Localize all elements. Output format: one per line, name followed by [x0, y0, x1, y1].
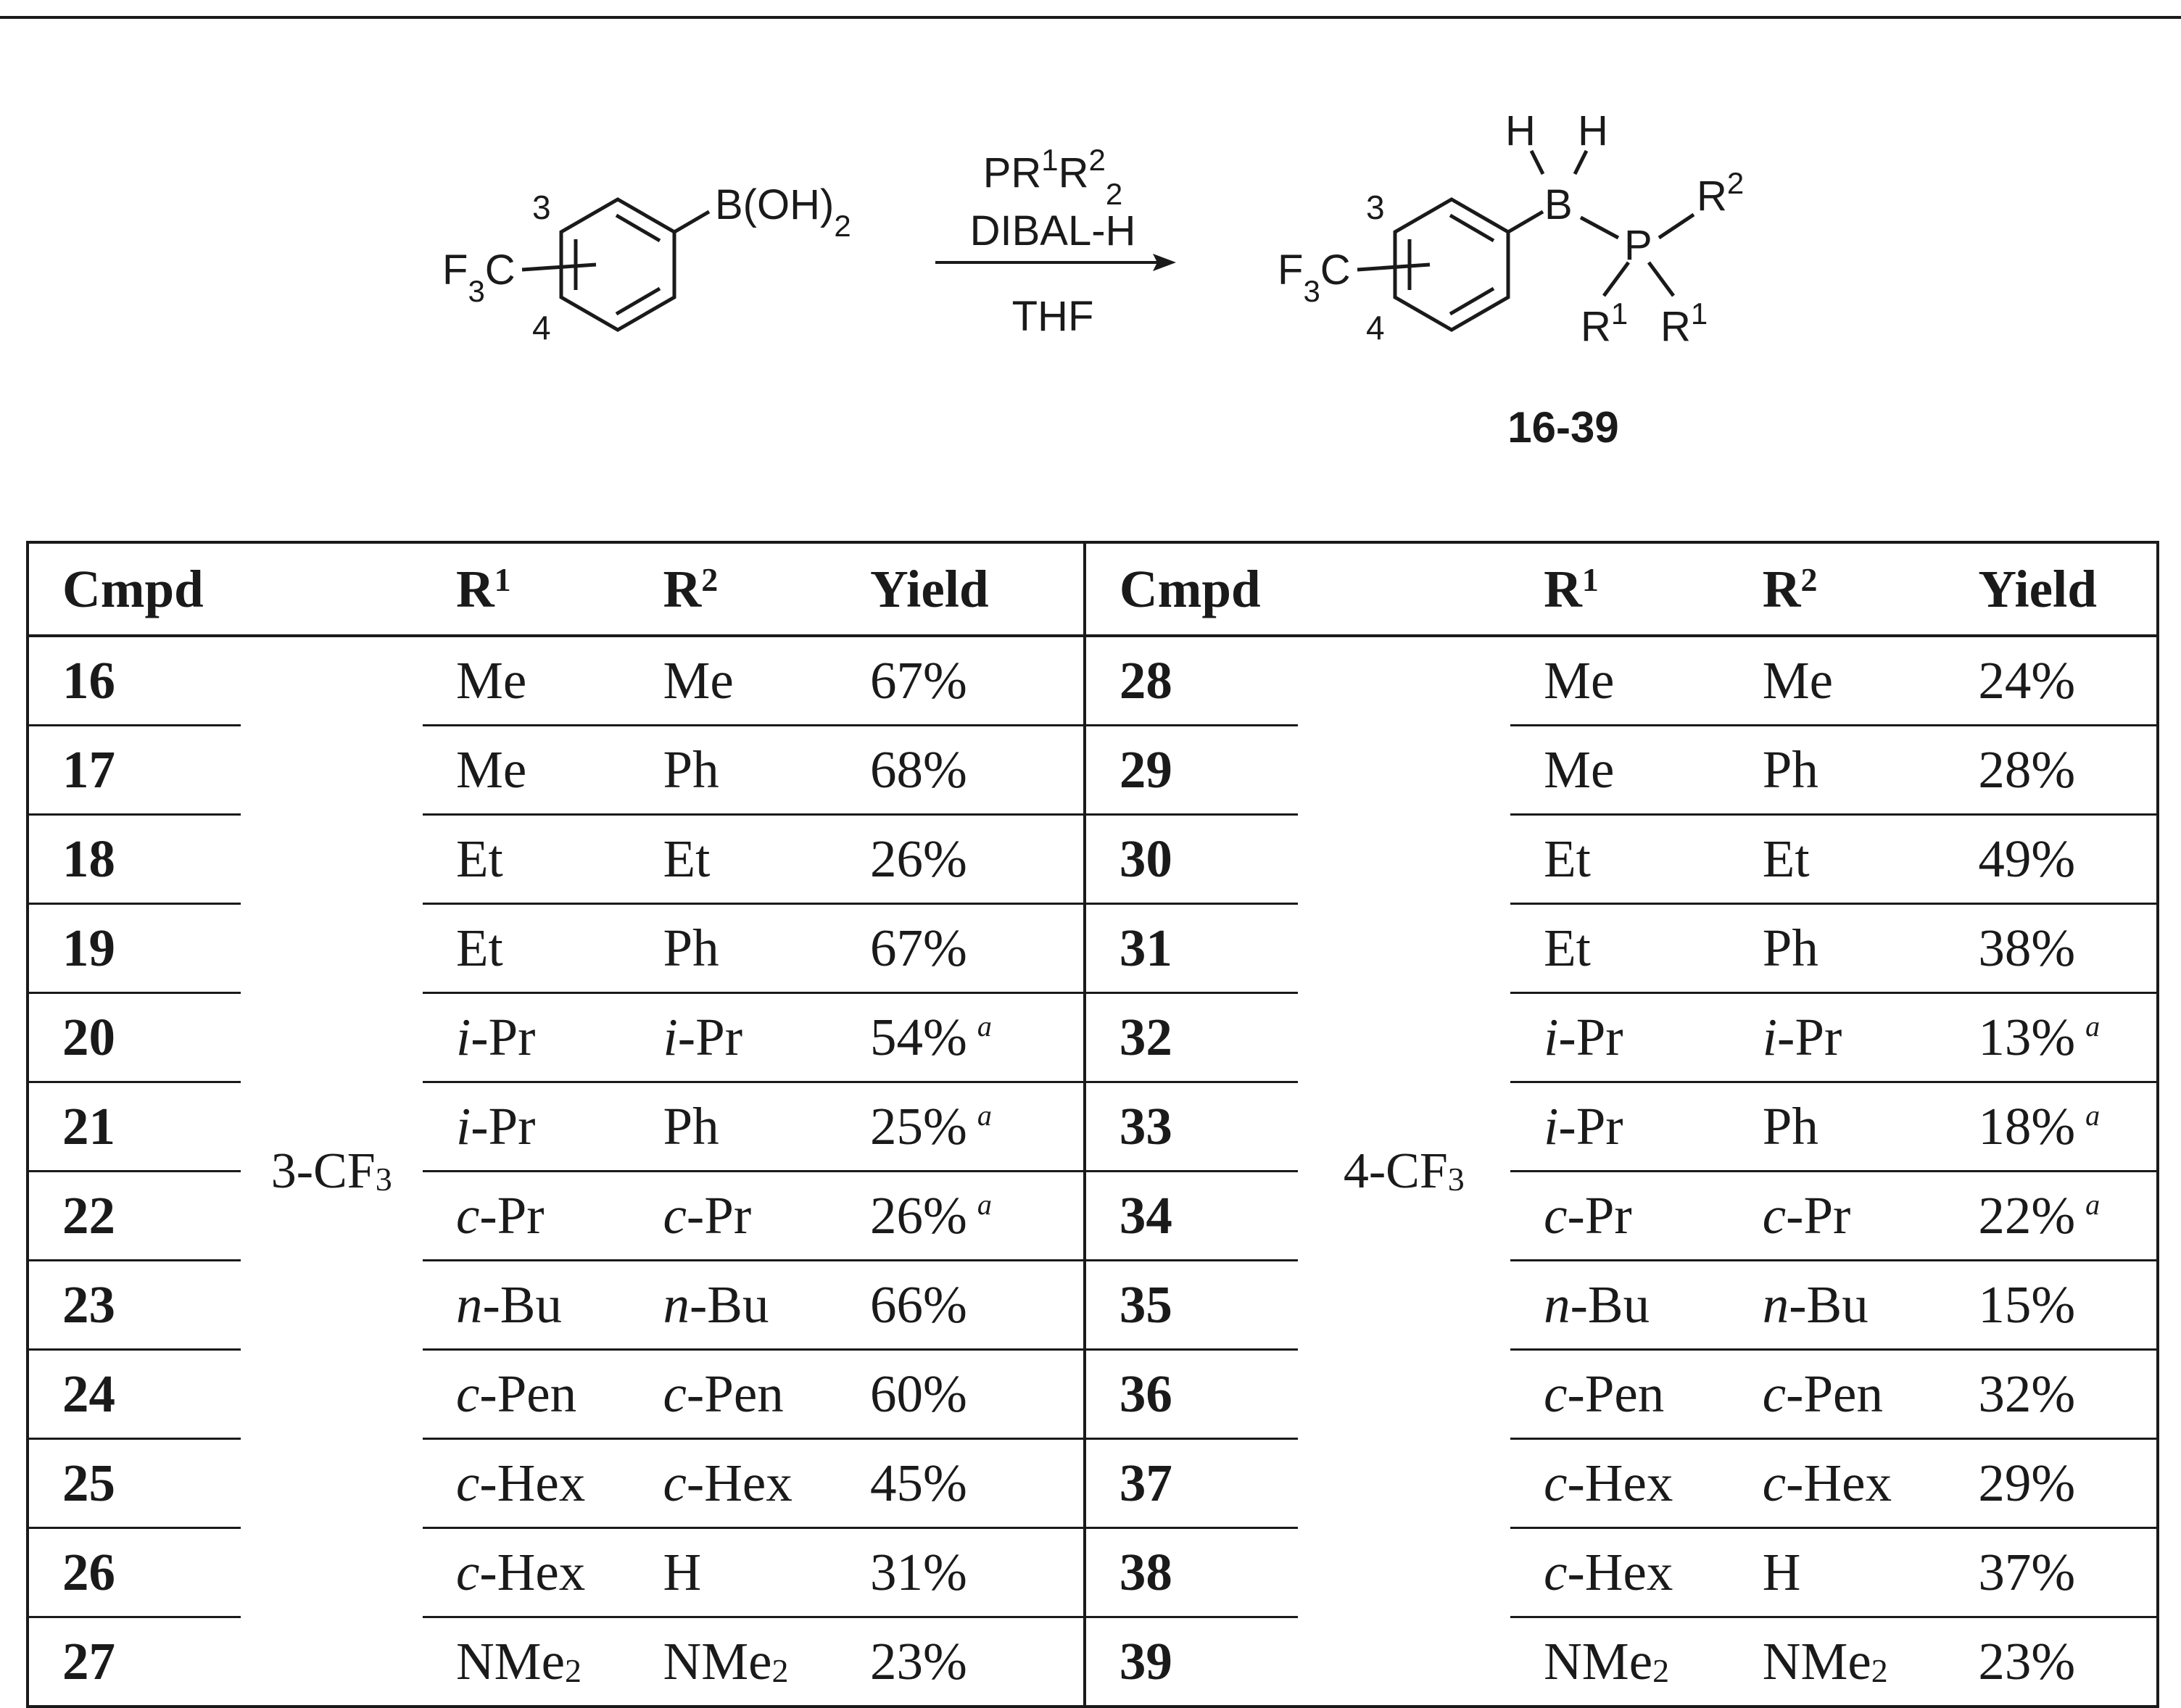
yield-value-left: 26% [837, 815, 1085, 904]
r2-value-right: Me [1729, 636, 1945, 726]
r2-value-left: Ph [630, 1082, 837, 1172]
compound-number-left: 17 [28, 726, 241, 815]
yield-value-left: 45% [837, 1439, 1085, 1528]
r2-value-right: Et [1729, 815, 1945, 904]
yield-value-left: 23% [837, 1617, 1085, 1707]
compound-number-right: 30 [1085, 815, 1298, 904]
r1-value-left: i-Pr [423, 1082, 630, 1172]
product-p-r2-bond [1659, 215, 1694, 238]
compound-number-left: 25 [28, 1439, 241, 1528]
yield-value-right: 32% [1945, 1350, 2158, 1439]
r2-value-right: NMe2 [1729, 1617, 1945, 1707]
r2-value-right: Ph [1729, 1082, 1945, 1172]
yield-value-left: 31% [837, 1528, 1085, 1617]
reagent-solvent: THF [1011, 293, 1094, 340]
header-cmpd-right: Cmpd [1085, 542, 1298, 636]
table-row [28, 636, 2158, 726]
footnote-mark: a [977, 1099, 992, 1132]
r1-value-right: c-Pen [1510, 1350, 1729, 1439]
reactant-position-4: 4 [532, 309, 551, 347]
header-r1-right: $R^1$ [1510, 542, 1729, 636]
r1-value-right: Et [1510, 904, 1729, 993]
yield-value-right: 38% [1945, 904, 2158, 993]
r1-value-right: Me [1510, 726, 1729, 815]
reactant-substituent: $F_3C$ [442, 246, 516, 308]
r2-value-left: c-Pen [630, 1350, 837, 1439]
compound-number-left: 20 [28, 993, 241, 1082]
r2-value-right: H [1729, 1528, 1945, 1617]
compound-number-left: 16 [28, 636, 241, 726]
r1-value-left: c-Pr [423, 1172, 630, 1261]
yield-value-right: 49% [1945, 815, 2158, 904]
footnote-mark: a [2085, 1010, 2101, 1042]
product-h1: H [1505, 107, 1536, 154]
r2-value-left: n-Bu [630, 1261, 837, 1350]
yield-value-left: 54% $^a$ [837, 993, 1085, 1082]
r1-value-right: i-Pr [1510, 993, 1729, 1082]
r2-value-left: Me [630, 636, 837, 726]
header-r1-left: $R^1$ [423, 542, 630, 636]
product-h2: H [1578, 107, 1608, 154]
r1-value-right: n-Bu [1510, 1261, 1729, 1350]
reaction-scheme [0, 0, 2181, 522]
r1-value-right: NMe2 [1510, 1617, 1729, 1707]
r1-value-right: Me [1510, 636, 1729, 726]
r1-value-right: i-Pr [1510, 1082, 1729, 1172]
product-p-r1b-bond [1649, 262, 1673, 296]
product-cf3-bond [1357, 265, 1430, 270]
header-group-left [241, 542, 423, 636]
product-phosphorus: P [1624, 222, 1652, 269]
compound-number-left: 23 [28, 1261, 241, 1350]
reactant-position-3: 3 [532, 188, 551, 226]
r1-value-right: c-Hex [1510, 1528, 1729, 1617]
r2-value-right: i-Pr [1729, 993, 1945, 1082]
footnote-mark: a [977, 1188, 992, 1221]
yield-value-left: 26% $^a$ [837, 1172, 1085, 1261]
r1-value-left: NMe2 [423, 1617, 630, 1707]
compound-number-right: 35 [1085, 1261, 1298, 1350]
footnote-mark: a [977, 1010, 992, 1042]
r2-value-left: c-Hex [630, 1439, 837, 1528]
compound-number-right: 39 [1085, 1617, 1298, 1707]
yield-value-right: 23% [1945, 1617, 2158, 1707]
compound-number-right: 36 [1085, 1350, 1298, 1439]
product-r2: $R^2$ [1697, 165, 1745, 220]
header-r2-left: $R^2$ [630, 542, 837, 636]
r2-value-right: Ph [1729, 726, 1945, 815]
yield-value-right: 37% [1945, 1528, 2158, 1617]
product-r1-right: $R^1$ [1660, 296, 1708, 350]
compound-number-right: 32 [1085, 993, 1298, 1082]
header-yield-right: Yield [1945, 542, 2158, 636]
r2-value-left: Ph [630, 904, 837, 993]
compound-number-left: 24 [28, 1350, 241, 1439]
r1-value-left: Me [423, 636, 630, 726]
r1-value-left: Et [423, 904, 630, 993]
header-yield-left: Yield [837, 542, 1085, 636]
compound-number-left: 18 [28, 815, 241, 904]
substitution-group-left: 3-CF3 [241, 636, 423, 1707]
product-ring-b-bond [1508, 212, 1543, 232]
r1-value-left: c-Hex [423, 1528, 630, 1617]
product-position-4: 4 [1366, 309, 1385, 347]
product-boron: B [1544, 181, 1573, 228]
compound-number-right: 31 [1085, 904, 1298, 993]
compound-yield-table [26, 541, 2159, 1708]
reactant-b-bond [674, 212, 709, 232]
footnote-mark: a [2085, 1099, 2101, 1132]
yield-value-right: 15% [1945, 1261, 2158, 1350]
r2-value-right: n-Bu [1729, 1261, 1945, 1350]
header-r2-right: $R^2$ [1729, 542, 1945, 636]
r1-value-left: n-Bu [423, 1261, 630, 1350]
r2-value-left: Et [630, 815, 837, 904]
r2-value-right: c-Pr [1729, 1172, 1945, 1261]
product-b-p-bond [1581, 217, 1618, 238]
yield-value-left: 67% [837, 636, 1085, 726]
r2-value-left: H [630, 1528, 837, 1617]
yield-value-right: 22% $^a$ [1945, 1172, 2158, 1261]
r1-value-left: c-Hex [423, 1439, 630, 1528]
header-cmpd-left: Cmpd [28, 542, 241, 636]
r2-value-left: i-Pr [630, 993, 837, 1082]
reagent-phosphine: $PR^1R^2_2$ [982, 142, 1123, 211]
table-header-row [28, 542, 2158, 636]
reagent-dibal: DIBAL-H [969, 207, 1136, 254]
product-substituent: $F_3C$ [1278, 246, 1351, 308]
product-compound-label: 16-39 [1507, 403, 1619, 452]
reactant-boronic-acid: $B(OH)_2$ [715, 181, 851, 243]
product-position-3: 3 [1366, 188, 1385, 226]
r2-value-right: c-Pen [1729, 1350, 1945, 1439]
r1-value-left: Me [423, 726, 630, 815]
yield-value-left: 67% [837, 904, 1085, 993]
yield-value-right: 13% $^a$ [1945, 993, 2158, 1082]
r1-value-right: c-Pr [1510, 1172, 1729, 1261]
compound-number-left: 21 [28, 1082, 241, 1172]
compound-number-left: 22 [28, 1172, 241, 1261]
substitution-group-right: 4-CF3 [1298, 636, 1511, 1707]
r1-value-right: c-Hex [1510, 1439, 1729, 1528]
header-group-right [1298, 542, 1511, 636]
reactant-cf3-bond [522, 265, 596, 270]
product-r1-left: $R^1$ [1581, 296, 1628, 350]
r2-value-left: Ph [630, 726, 837, 815]
compound-number-left: 19 [28, 904, 241, 993]
r1-value-left: c-Pen [423, 1350, 630, 1439]
yield-value-left: 66% [837, 1261, 1085, 1350]
yield-value-right: 29% [1945, 1439, 2158, 1528]
footnote-mark: a [2085, 1188, 2101, 1221]
compound-number-left: 27 [28, 1617, 241, 1707]
compound-number-left: 26 [28, 1528, 241, 1617]
yield-value-right: 18% $^a$ [1945, 1082, 2158, 1172]
r1-value-left: i-Pr [423, 993, 630, 1082]
r2-value-right: c-Hex [1729, 1439, 1945, 1528]
r2-value-left: c-Pr [630, 1172, 837, 1261]
compound-number-right: 37 [1085, 1439, 1298, 1528]
compound-number-right: 29 [1085, 726, 1298, 815]
yield-value-left: 68% [837, 726, 1085, 815]
r1-value-right: Et [1510, 815, 1729, 904]
yield-value-left: 25% $^a$ [837, 1082, 1085, 1172]
compound-number-right: 33 [1085, 1082, 1298, 1172]
r2-value-left: NMe2 [630, 1617, 837, 1707]
compound-number-right: 28 [1085, 636, 1298, 726]
yield-value-right: 24% [1945, 636, 2158, 726]
yield-value-right: 28% [1945, 726, 2158, 815]
r2-value-right: Ph [1729, 904, 1945, 993]
compound-number-right: 34 [1085, 1172, 1298, 1261]
r1-value-left: Et [423, 815, 630, 904]
compound-number-right: 38 [1085, 1528, 1298, 1617]
table-body [28, 636, 2158, 1707]
yield-value-left: 60% [837, 1350, 1085, 1439]
